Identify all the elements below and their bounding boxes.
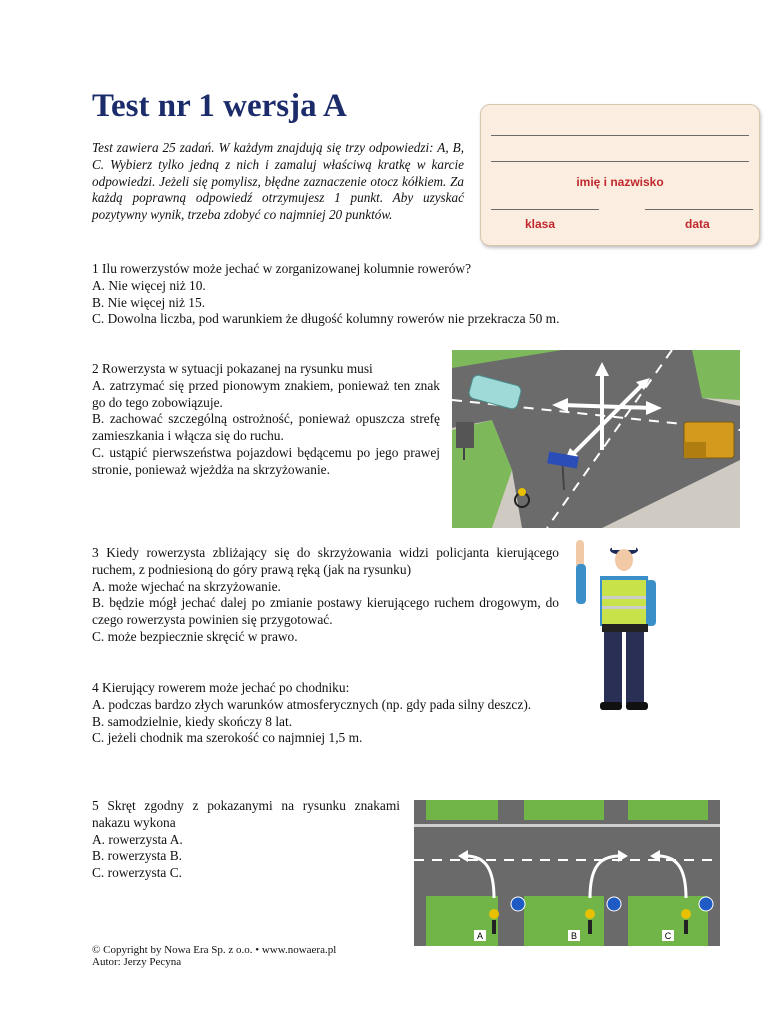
answer-a: A. podczas bardzo złych warunków atmosferycznych (np. gdy pada silny deszcz).: [92, 696, 532, 712]
name-label: imię i nazwisko: [576, 175, 664, 189]
name-line-1: [491, 135, 749, 136]
class-label: klasa: [525, 217, 556, 231]
answer-b: B. rowerzysta B.: [92, 848, 182, 864]
answer-b: B. będzie mógł jechać dalej po zmianie postawy kierującego ruchem drogowym, do czego rowerzysta powinien się przygotować.: [92, 595, 559, 628]
answer-c: C. Dowolna liczba, pod warunkiem że długość kolumny rowerów nie przekracza 50 m.: [92, 311, 560, 327]
answer-c: C. może bezpiecznie skręcić w prawo.: [92, 628, 298, 644]
question-3: [92, 545, 559, 646]
answer-b: B. samodzielnie, kiedy skończy 8 lat.: [92, 713, 293, 729]
answer-a: A. może wjechać na skrzyżowanie.: [92, 578, 281, 594]
student-name-card: [480, 104, 760, 246]
answer-c: C. ustąpić pierwszeństwa pojazdowi będącemu po jego prawej stronie, ponieważ wjeżdża na skrzyżowanie.: [92, 444, 440, 477]
answer-b: B. Nie więcej niż 15.: [92, 294, 206, 310]
footer: [92, 944, 336, 968]
name-line-2: [491, 161, 749, 162]
turn-signs-illustration: [414, 800, 720, 946]
rider-label-c: C: [664, 931, 672, 941]
class-line: [491, 209, 599, 210]
question-1: [92, 261, 652, 328]
author-text: Autor: Jerzy Pecyna: [92, 956, 182, 968]
date-line: [645, 209, 753, 210]
answer-c: C. rowerzysta C.: [92, 865, 182, 881]
question-text: 5 Skręt zgodny z pokazanymi na rysunku znakami nakazu wykona: [92, 798, 400, 830]
question-text: 4 Kierujący rowerem może jechać po chodniku:: [92, 680, 350, 695]
copyright-text: © Copyright by Nowa Era Sp. z o.o. • www.nowaera.pl: [92, 944, 337, 956]
answer-a: A. zatrzymać się przed pionowym znakiem, ponieważ ten znak go do tego zobowiązuje.: [92, 377, 440, 410]
question-2: [92, 361, 440, 479]
answer-c: C. jeżeli chodnik ma szerokość co najmniej 1,5 m.: [92, 730, 363, 746]
question-4: [92, 680, 559, 747]
rider-label-b: B: [570, 931, 578, 941]
rider-label-a: A: [476, 931, 484, 941]
question-text: 1 Ilu rowerzystów może jechać w zorganizowanej kolumnie rowerów?: [92, 261, 472, 276]
question-5: [92, 798, 400, 882]
intersection-illustration: [452, 350, 740, 528]
test-instructions: Test zawiera 25 zadań. W każdym znajdują się trzy odpowiedzi: A, B, C. Wybierz tylko jedną z nich i zamaluj właściwą kratkę w karcie odpowiedzi. Jeżeli się pomylisz, błędne zaznaczenie otocz kółkiem. Za każdą poprawną odpowiedź otrzymujesz 1 punkt. Aby uzyskać pozytywny wynik, trzeba zdobyć co najmniej 20 punktów.: [92, 140, 464, 223]
date-label: data: [685, 217, 710, 231]
answer-a: A. Nie więcej niż 10.: [92, 277, 206, 293]
answer-a: A. rowerzysta A.: [92, 831, 183, 847]
question-text: 3 Kiedy rowerzysta zbliżający się do skrzyżowania widzi policjanta kierującego ruchem, z podniesioną do góry prawą ręką (jak na rysunku): [92, 545, 559, 577]
answer-b: B. zachować szczególną ostrożność, ponieważ opuszcza strefę zamieszkania i włącza się do ruchu.: [92, 411, 440, 444]
page-title: Test nr 1 wersja A: [92, 88, 347, 124]
question-text: 2 Rowerzysta w sytuacji pokazanej na rysunku musi: [92, 361, 373, 376]
traffic-police-illustration: [566, 536, 666, 716]
